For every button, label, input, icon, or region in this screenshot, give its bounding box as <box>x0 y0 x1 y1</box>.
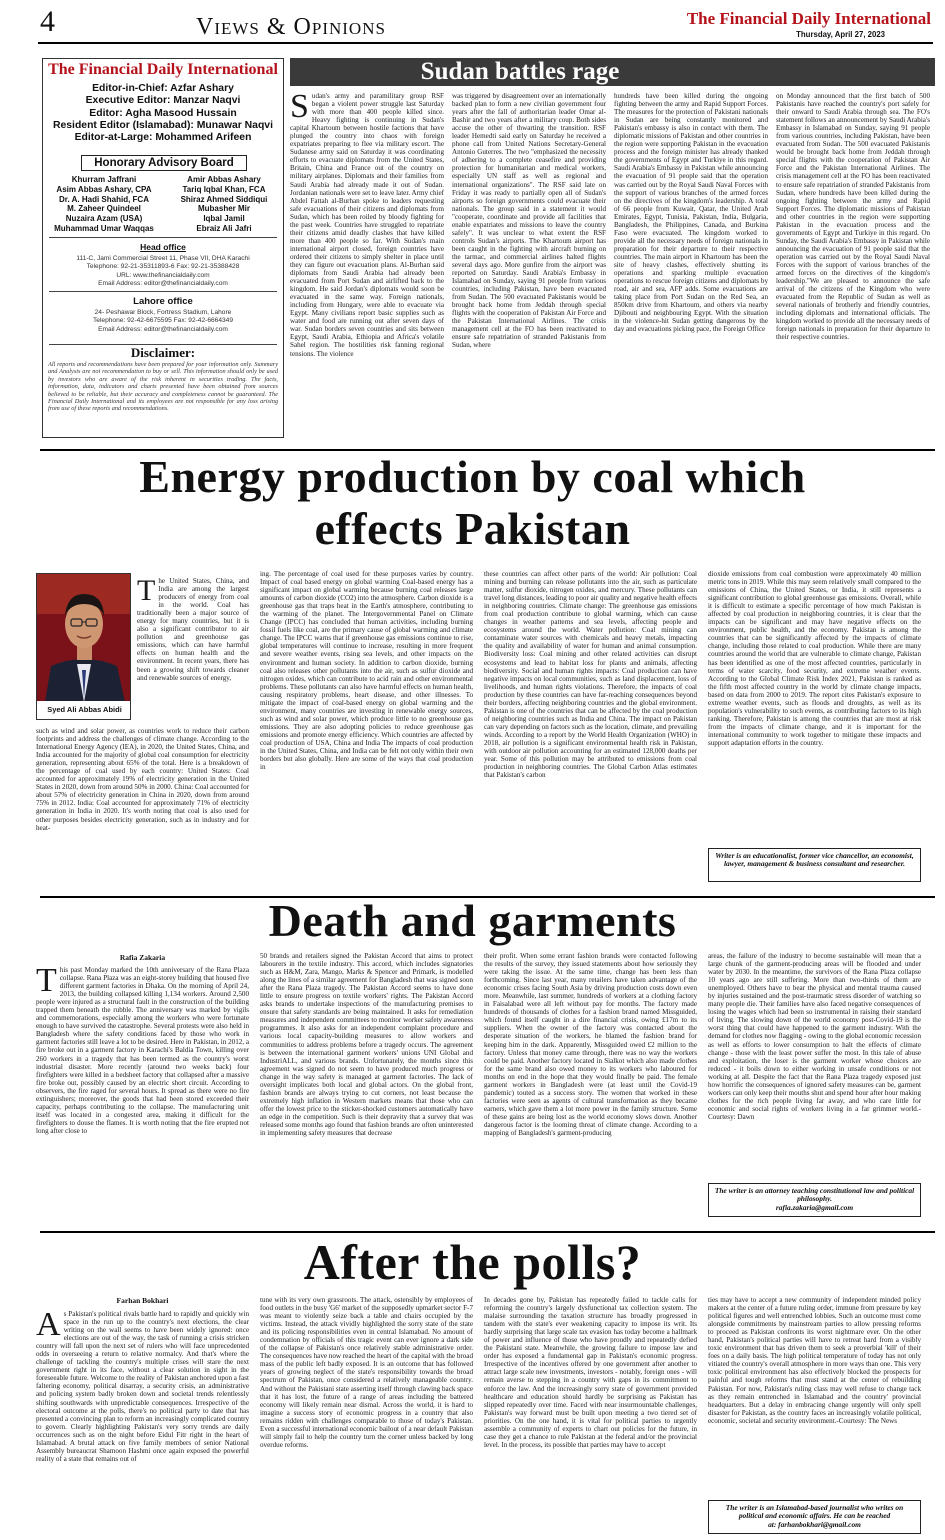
coal-headline-1: Energy production by coal which <box>139 451 806 502</box>
page-number: 4 <box>40 5 55 38</box>
garments-headline: Death and garments <box>268 895 677 946</box>
coal-text: such as wind and solar power, as countries work to reduce their carbon footprints and address the challenges of climate change. According to the International Energy Agency (IEA), in 2020, the United States, China, and India accounted for the majority of global coal consumption for electricity generation, representing about 65% of the total. Here is a breakdown of the percentage of coal used by each country: United States: Coal accounted for approximately 19% of electricity generation in the United States in 2020, down from around 50% in 2000. China: Coal accounted for about 57% of electricity generation in China in 2020, down from around 75% in 2012. India: Coal accounted for approximately 71% of electricity generation in India in 2020. It's worth noting that coal is also used for other purposes besides electricity generation, such as in industry and for heat- <box>36 727 249 832</box>
office-line: Telephone: 92-42-6675595 Fax: 92-42-6664349 <box>92 317 234 325</box>
header-rule <box>38 42 933 44</box>
editor-line: Editor: Agha Masood Hussain <box>89 107 237 119</box>
masthead-name: The Financial Daily International <box>48 61 278 78</box>
coal-author-note: Writer is an educationalist, former vice chancellor, an economist, lawyer, management & business consultant and researcher. <box>708 848 921 882</box>
polls-col-4 <box>708 1296 921 1492</box>
garments-text: his past Monday marked the 10th anniversary of the Rana Plaza collapse. Rana Plaza was an eight-storey building that housed five different garment factories in Dhaka. On the morning of April 24, 2013, the building collapsed killing 1,134 workers. Around 2,500 people were injured as a structural fault in the construction of the building trapped them beneath the rubble. The anniversary was marked by vigils and commemorations, especially among the workers who were fortunate enough to have survived the catastrophe. Several protests were also held in Bangladesh where the safety conditions faced by those who work in garment factories still leave a lot to be desired. Here in Pakistan, in 2012, a fire broke out in a garment factory in Karachi's Baldia Town, killing over 260 workers in a tragedy that has been termed as the country's worst industrial disaster. More recently (around two weeks back) four firefighters were killed in a bedsheet factory that collapsed after a massive fire broke out, possibly caused by an electric short circuit. According to observers, the fire raged for several hours. It spread as there were no fire extinguishers; moreover, the goods that had been stored exceeded their capacity, perhaps contributing to the collapse. The manufacturing unit itself was located in a congested area, making it difficult for the firefighters to douse the flames. It is worth noting that the fire erupted not long after close to <box>36 966 249 1135</box>
coal-col-1b <box>36 727 249 893</box>
polls-text: ties may have to accept a new community of independent minded policy makers at the center of a future ruling order, immune from pressure by key political figures and well entrenched lobbies. Such an outcome must come alongside commitments by mainstream parties to allow pressing reforms to proceed as Pakistan confronts its worst nightmare ever. On the other hand, Pakistan's political parties will have to retreat hard from a visibly toxic environment that has driven them to seek a proverbial 'kill' of their foes on a daily basis. The high political temperature of today has not only vitiated the country's overall atmosphere in more ways than one. This very toxic political environment has also effectively blocked the prospects for painful and tough reforms that must stand at the center of rebuilding Pakistan. For now, Pakistan's ruling class may well refuse to change tack as they remain entrenched in Islamabad and the country' provincial headquarters. But a delay in embracing change urgently will only spell disaster for Pakistan, as the country faces an increasingly volatile political, economic, societal and security environment.-Courtesy: The News <box>708 1296 921 1425</box>
coal-col-4 <box>708 570 921 834</box>
garments-note-text: The writer is an attorney teaching constitutional law and political philosophy. <box>714 1186 915 1204</box>
editor-line: Executive Editor: Manzar Naqvi <box>85 95 241 107</box>
section-title: Views & Opinions <box>196 14 386 40</box>
editorial-title: Sudan battles rage <box>420 58 620 85</box>
polls-note-email: at: farhanbokhari@gmail.com <box>768 1519 861 1529</box>
lahore-office-title: Lahore office <box>133 296 193 307</box>
polls-note-text: The writer is an Islamabad-based journalist who writes on political and economic affairs. He can be reached <box>725 1503 904 1521</box>
masthead-box <box>42 58 284 438</box>
garments-col-2 <box>260 952 473 1228</box>
disclaimer-text: All reports and recommendations have been prepared for your information only. Summary and Analysis are not recommendation to buy or sell. This information should only be used by investors who are aware of the risk inherent in securities trading. The facts, information, data, indicators and charts presented have been obtained from sources believed to be reliable, but their accuracy and completeness cannot be guaranteed. The Financial Daily International and its employees are not responsible for any loss arising from use of these reports and recommendations. <box>48 361 278 413</box>
polls-author-note <box>708 1500 921 1534</box>
garments-col-1: This past Monday marked the 10th anniversary of the Rana Plaza collapse. Rana Plaza was an eight-storey building that housed five different garment factories in Dhaka. On the morning of April 24, 2013, the building collapsed killing 1,134 workers. Around 2,500 people were injured as a structural fault in the construction of the building trapped them beneath the rubble. The anniversary was marked by vigils and commemorations, especially among the workers who were fortunate enough to have survived the catastrophe. Several protests were also held in Bangladesh where the safety conditions faced by those who work in garment factories still leave a lot to be desired. Here in Pakistan, in 2012, a fire broke out in a garment factory in Karachi's Baldia Town, killing over 260 workers in a tragedy that has been termed as the country's worst industrial disaster. More recently (around two weeks back) four firefighters were killed in a bedsheet factory that collapsed after a massive fire broke out, possibly caused by an electric short circuit. According to observers, the fire raged for several hours. It spread as there were no fire extinguishers; moreover, the goods that had been stored exceeded their capacity, perhaps contributing to the collapse. The manufacturing unit itself was located in a congested area, making it difficult for the firefighters to douse the flames. It is worth noting that the fire erupted not long after close to <box>36 966 249 1135</box>
advisor-name: Nuzaira Azam (USA) <box>65 214 143 224</box>
header-paper-name: The Financial Daily International <box>686 9 931 28</box>
advisory-right-list <box>165 175 283 234</box>
advisory-left-list <box>45 175 163 234</box>
office-line: 111-C, Jami Commercial Street 11, Phase VII, DHA Karachi <box>76 255 250 262</box>
lahore-office-lines <box>43 309 283 334</box>
editorial-text: was triggered by disagreement over an internationally backed plan to form a new civilian government four years after the fall of authoritarian leader Omar al-Bashir and two years after a military coup. Both sides accuse the other of thwarting the transition. RSF leader Hemedti said early on Saturday he received a phone call from United Nations Secretary-General Antonio Guterres. The two "emphasized the necessity of adhering to a complete ceasefire and providing protection for humanitarian and medical workers, especially UN staff as well as regional and international organizations". The RSF said late on Friday it was ready to partially open all of Sudan's airports so foreign governments could evacuate their nationals. The group said in a statement it would "cooperate, coordinate and provide all facilities that enable expatriates and missions to leave the country safely". It was unclear to what extent the RSF controls Sudan's airports. The Khartoum airport has been caught in the fighting with aircraft burning on the tarmac, and commercial airlines halted flights several days ago. More gunfire from the airport was reported on Saturday. Saudi Arabia's Embassy in Islamabad on Sunday, saying 91 people from various countries, including Pakistan, have been evacuated from Sudan. The 500 evacuated Pakistanis would be brought back home from Jeddah through special flights with the cooperation of Pakistan Air Force and the Pakistan International Airlines. The crisis management cell at the FO has been reactivated to ensure safe repatriation of stranded Pakistanis from Sudan, where <box>452 92 606 350</box>
editorial-text: on Monday announced that the first batch of 500 Pakistanis have reached the country's port safely for their onward to Saudi Arabia through sea. The FO's statement follows an announcement by Saudi Arabia's Embassy in Islamabad on Sunday, saying 91 people from various countries, including Pakistan, have been evacuated from Sudan. The 500 evacuated Pakistanis would be brought back home from Jeddah through special flights with the cooperation of Pakistan Air Force and the Pakistan International Airlines. The crisis management cell at the FO has been reactivated to ensure safe repatriation of stranded Pakistanis from Sudan, where hundreds have been killed during the ongoing fighting between the army and Rapid Support Forces. The diplomatic missions of Pakistan and other countries in the region were supporting Pakistan in the evacuation process and the governments of Egypt and Turkiye in this regard. On Sunday, the Saudi Arabia's Embassy in Pakistan while announcing the evacuation of 91 people said that the operation was carried out by the Royal Saudi Naval Forces with the support of various branches of the armed forces on the directives of the kingdom's leadership."We are pleased to announce the safe arrival of the citizens of the Kingdom who were evacuated from the Republic of Sudan as well as several nationals of brotherly and friendly countries, including diplomats and international officials. The kingdom worked to provide all the necessary needs of foreign nationals in preparation for their departure to their respective countries. <box>776 92 930 342</box>
advisor-name: Dr. A. Hadi Shahid, FCA <box>59 194 149 204</box>
coal-col-2 <box>260 570 473 894</box>
office-line: URL: www.thefinancialdaily.com <box>116 271 210 279</box>
editorial-col-2 <box>452 92 606 444</box>
garments-note-email: rafia.zakaria@gmail.com <box>775 1202 854 1212</box>
head-office-title: Head office <box>140 242 186 252</box>
garments-byline: Rafia Zakaria <box>119 953 166 962</box>
polls-text: tune with its very own grassroots. The attack, ostensibly by employees of food outlets in the busy 'G6' market of the supposedly upmarket sector F-7 was meant to violently seize back a table and chairs occupied by the victims. Instead, the attack vividly highlighted the sorry state of the state and its policing responsibilities even in central Islamabad. No amount of condemnation by officials of this tragic event can ever ignore a dark side of the collapse of Pakistan's once relatively stable administrative order. The consequences have now reached the heart of the capital with the broad mass of the public left badly exposed. It is an outcome that has followed years of growing neglect of the state's responsibility towards the broad spectrum of Pakistan, once considered a relatively manageable country. And without the Pakistani state asserting itself through clawing back space that it has lost, the future of a range of areas including the battered economy will likely remain near dismal. Across the world, it is hard to imagine a success story of economic progress in a country that also remains ridden with challenges comparable to those of today's Pakistan. Even a successful international economic bailout of a near default Pakistan will simply fail to help the country turn the corner unless backed by long overdue reforms. <box>260 1296 473 1449</box>
head-office-lines <box>43 255 283 288</box>
editorial-col-4 <box>776 92 930 444</box>
advisor-name: Mubasher Mir <box>197 204 250 214</box>
garments-author-note <box>708 1183 921 1217</box>
editorial-col-1: Sudan's army and paramilitary group RSF began a violent power struggle last Saturday with more than 400 people killed since. Heavy fighting is continuing in Sudan's capital Khartoum between hostile factions that have plunged the country into chaos with foreign expatriates preparing to flee via military escort. The Sudanese army said on Saturday it was coordinating efforts to evacuate diplomats from the United States, Britain, China and France out of the country on military airplanes. Diplomats and their families from Saudi Arabia had already made it out of Sudan. Jordanian nationals were set to leave later. Army chief Abdel Fattah al-Burhan spoke to leaders requesting safe evacuations of their citizens and diplomats from Sudan, which has been roiled by bloody fighting for the past week. Countries have struggled to repatriate their citizens amid deadly clashes that have killed more than 400 people so far. With Sudan's main international airport closed, foreign countries have ordered their citizens to simply shelter in place until they can figure out evacuation plans. Al-Burhan said diplomats from Saudi Arabia had already been evacuated from Port Sudan and airlifted back to the kingdom. He said Jordan's diplomats would soon be evacuated in the same way. Foreign nationals, including from Hungary, were able to evacuate via Egypt. Many civilians report basic supplies such as water and food are running out after seven days of war. Sudan borders seven countries and sits between Egypt, Saudi Arabia, Ethiopia and Africa's volatile Sahel region. The hostilities risk fanning regional tensions. The violence <box>290 92 444 358</box>
coal-text: these countries can affect other parts of the world: Air pollution: Coal mining and burning can release pollutants into the air, such as particulate matter, sulfur dioxide, nitrogen oxides, and mercury. These pollutants can travel long distances, leading to poor air quality and negative health effects in neighboring countries. Climate change: The greenhouse gas emissions from coal production contribute to global warming, which can cause changes in weather patterns and sea levels, affecting people and ecosystems around the world. Water pollution: Coal mining can contaminate water sources with chemicals and heavy metals, impacting the quality and availability of water for human and animal consumption. Biodiversity loss: Coal mining and other related activities can disrupt ecosystems and lead to habitat loss for plants and animals, affecting biodiversity. Social and human rights impacts: Coal production can have negative impacts on local communities, such as land displacement, loss of livelihoods, and human rights violations. Therefore, the impacts of coal production by these countries can have far-reaching consequences beyond their borders, affecting neighboring countries and the global environment. Pakistan is one of the countries that can be affected by the coal production of neighboring countries such as India and China. The impact on Pakistan can vary depending on factors such as the location, climate, and prevailing winds. According to a report by the World Health Organization (WHO) in 2018, air pollution is a significant environmental health risk in Pakistan, with outdoor air pollution accounting for an estimated 128,000 deaths per year. Some of this pollution may be attributed to emissions from coal production in neighboring countries. The Global Carbon Atlas estimates that Pakistan's carbon <box>484 570 697 780</box>
advisor-name: M. Zaheer Quindeel <box>67 204 141 214</box>
advisor-name: Ebraiz Ali Jafri <box>196 223 252 233</box>
advisor-name: Shiraz Ahmed Siddiqui <box>180 194 268 204</box>
office-line: Telephone: 92-21-35311893-6 Fax: 92-21-35388428 <box>86 263 240 271</box>
garments-col-3 <box>484 952 697 1228</box>
advisor-name: Khurram Jaffrani <box>71 175 137 184</box>
coal-text: ing. The percentage of coal used for these purposes varies by country. Impact of coal based energy on global warming Coal-based energy has a significant impact on global warming because burning coal releases large amounts of carbon dioxide (CO2) into the atmosphere. Carbon dioxide is a greenhouse gas that traps heat in the Earth's atmosphere, contributing to the warming of the planet. The Intergovernmental Panel on Climate Change (IPCC) has concluded that human activities, including burning fossil fuels like coal, are the primary cause of global warming and climate change. The IPCC warns that if greenhouse gas emissions continue to rise, global temperatures will continue to increase, resulting in more frequent and severe weather events, rising sea levels, and other impacts on the environment and human society. In addition to carbon dioxide, burning coal also releases other pollutants into the air, such as sulfur dioxide and nitrogen oxides, which can contribute to acid rain and other environmental problems. These pollutants can also have harmful effects on human health, causing respiratory problems, heart disease, and other illnesses. To mitigate the impact of coal-based energy on global warming and the environment, many countries are investing in renewable energy sources, such as wind and solar power, which produce little to no greenhouse gas emissions. They are also adopting policies to reduce greenhouse gas emissions and promote energy efficiency. Which countries are affected by coal production of USA, China and India The impacts of coal production in the United States, China, and India can be felt not only within their own borders but also globally. Here are some of the ways that coal production in <box>260 570 473 772</box>
office-line: Email Address: editor@thefinancialdaily.com <box>98 279 228 287</box>
editorial-col-3 <box>614 92 768 444</box>
polls-headline: After the polls? <box>303 1234 642 1290</box>
polls-col-1: As Pakistan's political rivals battle hard to rapidly and quickly win space in the run up to the country's next elections, the clear writing on the wall seems to have been widely ignored: once elections are out of the way, the task of running a crisis stricken country will fall upon the next set of rulers who will face unprecedented odds in overseeing a return to relative normalcy. And that's where the challenge of tackling the country's multiple crises will stare the next government right in its face, without a clear solution in sight in the foreseeable future. Welcome to the reality of Pakistan anchored upon a fast faltering economy, political disarray, a security crisis, an administrative and policing system badly broken down and societal trends relentlessly shifting southwards with unpredictable consequences. Irrespective of the electoral outcome at the polls, there's no political party to date that has presented a convincing plan to reform an increasingly complicated country to govern. Clearly highlighting Pakistan's very sorry trends are daily occurrences such as on the night before Eidul Fitr right in the heart of Islamabad. A brutal attack on five family members of senior National Assembly bureaucrat Shamoon Hashmi once again exposed the powerful reality of a state that remains out of <box>36 1310 249 1463</box>
polls-byline: Farhan Bokhari <box>116 1296 169 1305</box>
advisor-name: Asim Abbas Ashary, CPA <box>56 184 152 194</box>
garments-text: 50 brands and retailers signed the Pakistan Accord that aims to protect labourers in the textile industry. This accord, which includes signatories such as H&M, Zara, Mango, Marks & Spencer and Primark, is modelled along the lines of a similar agreement for Bangladesh that was signed soon after the Rana Plaza tragedy. The Pakistan Accord seems to have done little to ensure progress on textile workers' rights. The Pakistan Accord asks brands to undertake inspections of the manufacturing premises to ensure that safety standards are being maintained. It asks for remediation measures and independent committees to monitor worker safety awareness programmes. It also asks for an independent complaint procedure and various local capacity-building measures to allow workers and communities to address problems before a tragedy occurs. The agreement is between the international garment workers' unions UNI Global and IndustriALL, and various brands. Unfortunately, the months since this agreement was signed do not seem to have produced much progress or change in the way safety is managed at garment factories. The lack of oversight implicates both local and global actors. On the global front, fashion brands are always trying to cut corners, not least because the extremely high inflation in Western markets means that those who can offer the lowest price to the sticker-shocked customers automatically have an edge in the competition. Such is their depravity that a survey that was released some months ago found that fashion brands are often uninterested in implementing safety measures that decrease <box>260 952 473 1138</box>
photo-caption: Syed Ali Abbas Abidi <box>37 701 131 719</box>
author-photo <box>36 573 131 720</box>
editor-line: Resident Editor (Islamabad): Munawar Naqvi <box>53 119 273 131</box>
advisor-name: Muhammad Umar Waqqas <box>54 223 154 233</box>
coal-text: he United States, China, and India are among the largest producers of energy from coal in the world. Coal has traditionally been a major source of energy for many countries, but it is also a significant contributor to air pollution and greenhouse gas emissions, which can have harmful effects on human health and the environment. In recent years, there has been a growing shift towards cleaner and renewable sources of energy, <box>137 577 249 682</box>
polls-text: s Pakistan's political rivals battle hard to rapidly and quickly win space in the run up to the country's next elections, the clear writing on the wall seems to have been widely ignored: once elections are out of the way, the task of running a crisis stricken country will fall upon the next set of rulers who will face unprecedented odds in overseeing a return to relative normalcy. And that's where the challenge of tackling the country's multiple crises will stare the next government right in its face, without a clear solution in sight in the foreseeable future. Welcome to the reality of Pakistan anchored upon a fast faltering economy, political disarray, a security crisis, an administrative and policing system badly broken down and societal trends relentlessly shifting southwards with unpredictable consequences. Irrespective of the electoral outcome at the polls, there's no political party to date that has presented a convincing plan to reform an increasingly complicated country to govern. Clearly highlighting Pakistan's very sorry trends are daily occurrences such as on the night before Eidul Fitr right in the heart of Islamabad. A brutal attack on five family members of senior National Assembly bureaucrat Shamoon Hashmi once again exposed the powerful reality of a state that remains out of <box>36 1310 249 1463</box>
polls-col-2 <box>260 1296 473 1536</box>
editor-line: Editor-at-Large: Mohammed Arifeen <box>74 132 252 144</box>
garments-text: their profit. When some errant fashion brands were contacted following the results of the survey, they issued statements about how seriously they were taking the issue. At the same time, change has been less than forthcoming. Since last year, many retailers have taken advantage of the economic crises facing South Asia by driving production costs down even more. Meanwhile, last summer, hundreds of workers at a clothing factory in Faisalabad were all left without pay for months. The factory made hundreds of thousands of clothes for a fashion brand named Missguided, which found itself caught in a dire financial crisis, owing £17m to its suppliers. When the owner of the factory was contacted about the desperate situation of the workers, he blamed the fashion brand for keeping him in the dark. Apparently, Missguided owed £2 million to the factory. Unless that money came through, there was no way the workers could be paid. Another factory located in Sialkot which also made clothes for the same brand also owed money to its workers who laboured for months on end in the hope that they would finally be paid. The female garment workers in Bangladesh were (at least until the Covid-19 pandemic) touted as a success story. The women that worked in these factories were seen as agents of cultural transformation as they became earners, which gave them a lot more power in the family structure. Some of these gains are being lost as the world economy slows down. Another dangerous factor is the looming threat of climate change. According to a mapping of Bangladesh's garment-producing <box>484 952 697 1138</box>
garments-col-4 <box>708 952 921 1174</box>
polls-col-3 <box>484 1296 697 1536</box>
coal-headline-2: effects Pakistan <box>314 503 631 554</box>
editor-line: Editor-in-Chief: Azfar Ashary <box>92 83 234 94</box>
garments-text: areas, the failure of the industry to become sustainable will mean that a large chunk of the garment-producing areas will be flooded and under water by 2030. In the meantime, the survivors of the Rana Plaza collapse 10 years ago are still suffering. More than two-thirds of them are unemployed. Others have to bear the physical and mental trauma caused by injuries sustained and the post-traumatic stress disorder of watching so many people die. Their families have also faced negative consequences of losing the wages which had been so instrumental in raising their standard of living. The slowing down of the world economy post-Covid-19 is the worst thing that could have happened to the garment industry. With the demand for clothes now flagging - owing to the global economic recession as well as efforts to lower consumption to halt the effects of climate change - those with the least power suffer the most. In this tale of abuse and exploitation, the loser is the garment worker whose choices are reduced - it boils down to either working in unsafe conditions or not working at all. Despite the fact that the Rana Plaza tragedy exposed just how horrific the consequences of ignored safety measures can be, garment workers can only keep their mouths shut and spend hour after hour making clothes for the rich people living far away, and who care little for economic and social rights of workers living in a far grimmer world.-Courtesy: Dawn <box>708 952 921 1121</box>
editorial-text: hundreds have been killed during the ongoing fighting between the army and Rapid Support Forces. The measures for the protection of Pakistani nationals in Sudan are being constantly monitored and Pakistan's embassy is also in contact with them. The diplomatic missions of Pakistan and other countries in the region were supporting Pakistan in the evacuation process and the foreign minister has already thanked the governments of Egypt and Turkiye in this regard. Saudi Arabia's Embassy in Pakistan while announcing the evacuation of 91 people said that the operation was carried out by the Royal Saudi Naval Forces with the support of various branches of the armed forces on the directives of the kingdom's leadership. A total of 66 people from Kuwait, Qatar, the United Arab Emirates, Egypt, Tunisia, Pakistan, India, Bulgaria, Bangladesh, the Philippines, Canada, and Burkina Faso were evacuated. The kingdom worked to provide all the necessary needs of foreign nationals in preparation for their departure to their respective countries. The main airport in Khartoum has been the site of heavy clashes, effectively shutting its operations and sparking multiple evacuation operations to rescue foreign citizens and diplomats by road, air and sea, AFP adds. Some evacuations are taking place from Port Sudan on the Red Sea, an 850km drive from Khartoum, and others via nearby Djibouti and neighbouring Egypt. With the situation in the violence-hit Sudan getting dangerous by the day and evacuations picking pace, the Foreign Office <box>614 92 768 334</box>
advisor-name: Tariq Iqbal Khan, FCA <box>182 184 266 194</box>
editorial-text: udan's army and paramilitary group RSF began a violent power struggle last Saturday with more than 400 people killed since. Heavy fighting is continuing in Sudan's capital Khartoum between hostile factions that have plunged the country into chaos with foreign expatriates preparing to flee via military escort. The Sudanese army said on Saturday it was coordinating efforts to evacuate diplomats from the United States, Britain, China and France out of the country on military airplanes. Diplomats and their families from Saudi Arabia had already made it out of Sudan. Jordanian nationals were set to leave later. Army chief Abdel Fattah al-Burhan spoke to leaders requesting safe evacuations of their citizens and diplomats from Sudan, which has been roiled by bloody fighting for the past week. Countries have struggled to repatriate their citizens amid deadly clashes that have killed more than 400 people so far. With Sudan's main international airport closed, foreign countries have ordered their citizens to simply shelter in place until they can figure out evacuation plans. Al-Burhan said diplomats from Saudi Arabia had already been evacuated from Port Sudan and airlifted back to the kingdom. He said Jordan's diplomats would soon be evacuated in the same way. Foreign nationals, including from Hungary, were able to evacuate via Egypt. Many civilians report basic supplies such as water and food are running out after seven days of war. Sudan borders seven countries and sits between Egypt, Saudi Arabia, Ethiopia and Africa's volatile Sahel region. The hostilities risk fanning regional tensions. The violence <box>290 92 444 358</box>
polls-text: In decades gone by, Pakistan has repeatedly failed to tackle calls for reforming the country's largely dysfunctional tax collection system. The malaise surrounding the taxation structure has broadly progressed in tandem with the state's ever weakening capacity to impose its writ. Its hardly surprising that large scale tax evasion has today become a hallmark of power and influence of those who have proudly and repeatedly defied the Pakistani state. Meanwhile, the growing failure to impose law and order has exposed a fundamental gap in Pakistan's economic progress. Irrespective of the incentives offered by one government after another to attract large scale new investments, investors - notably, foreign ones - will remain averse to stepping in a country with gaps in its commitment to enforce the law. And the increasingly sorry state of government provided healthcare and education should hardly be surprising as Pakistan has slipped repeatedly over time. Faced with near insurmountable challenges, Pakistan's way forward must be built upon meeting a two tiered set of priorities. On the one hand, it is vital for political parties to urgently assemble a community of experts to chart out policies for the future, in case they get a chance to rule Pakistan at the federal and/or the provincial level. In the process, its possible that parties may have to accept <box>484 1296 697 1449</box>
advisory-board-title: Honorary Advisory Board <box>81 155 247 171</box>
advisor-name: Iqbal Jamil <box>203 214 245 224</box>
disclaimer-title: Disclaimer: <box>130 345 196 360</box>
coal-text: dioxide emissions from coal combustion were approximately 40 million metric tons in 2019. While this may seem relatively small compared to the emissions of China, the United States, or India, it still represents a significant contribution to global greenhouse gas emissions. Overall, while it is difficult to estimate a specific percentage of how much Pakistan is affected by coal production in neighboring countries, it is clear that the impacts can be significant and may have negative effects on the environment, public health, and the economy. Pakistan is among the countries that can be significantly affected by the impacts of climate change, including those related to coal production. While there are many countries around the world that are vulnerable to climate change, Pakistan has been identified as one of the most affected countries, particularly in terms of water scarcity, food security, and extreme weather events. According to the Global Climate Risk Index 2021, Pakistan is ranked as the fifth most affected country in the world by climate change impacts, based on data from 2000 to 2019. The report cites Pakistan's exposure to extreme weather events, such as floods and droughts, as well as its population's vulnerability to such events, as contributing factors to its high ranking. Therefore, Pakistan is among the countries that are most at risk from the impacts of climate change, and it is important for the international community to work together to mitigate these impacts and support adaptation efforts in the country. <box>708 570 921 747</box>
advisor-name: Amir Abbas Ashary <box>187 175 261 184</box>
masthead-editors <box>43 83 283 144</box>
coal-col-1a: The United States, China, and India are among the largest producers of energy from coal in the world. Coal has traditionally been a major source of energy for many countries, but it is also a significant contributor to air pollution and greenhouse gas emissions, which can have harmful effects on human health and the environment. In recent years, there has been a growing shift towards cleaner and renewable sources of energy, <box>137 577 249 682</box>
author-portrait-icon <box>37 574 131 702</box>
coal-col-3 <box>484 570 697 894</box>
office-line: Email Address: editor@thefinancialdaily.com <box>98 325 228 333</box>
header-date: Thursday, April 27, 2023 <box>796 30 885 39</box>
office-line: 24- Peshawar Block, Fortress Stadium, Lahore <box>94 309 232 316</box>
